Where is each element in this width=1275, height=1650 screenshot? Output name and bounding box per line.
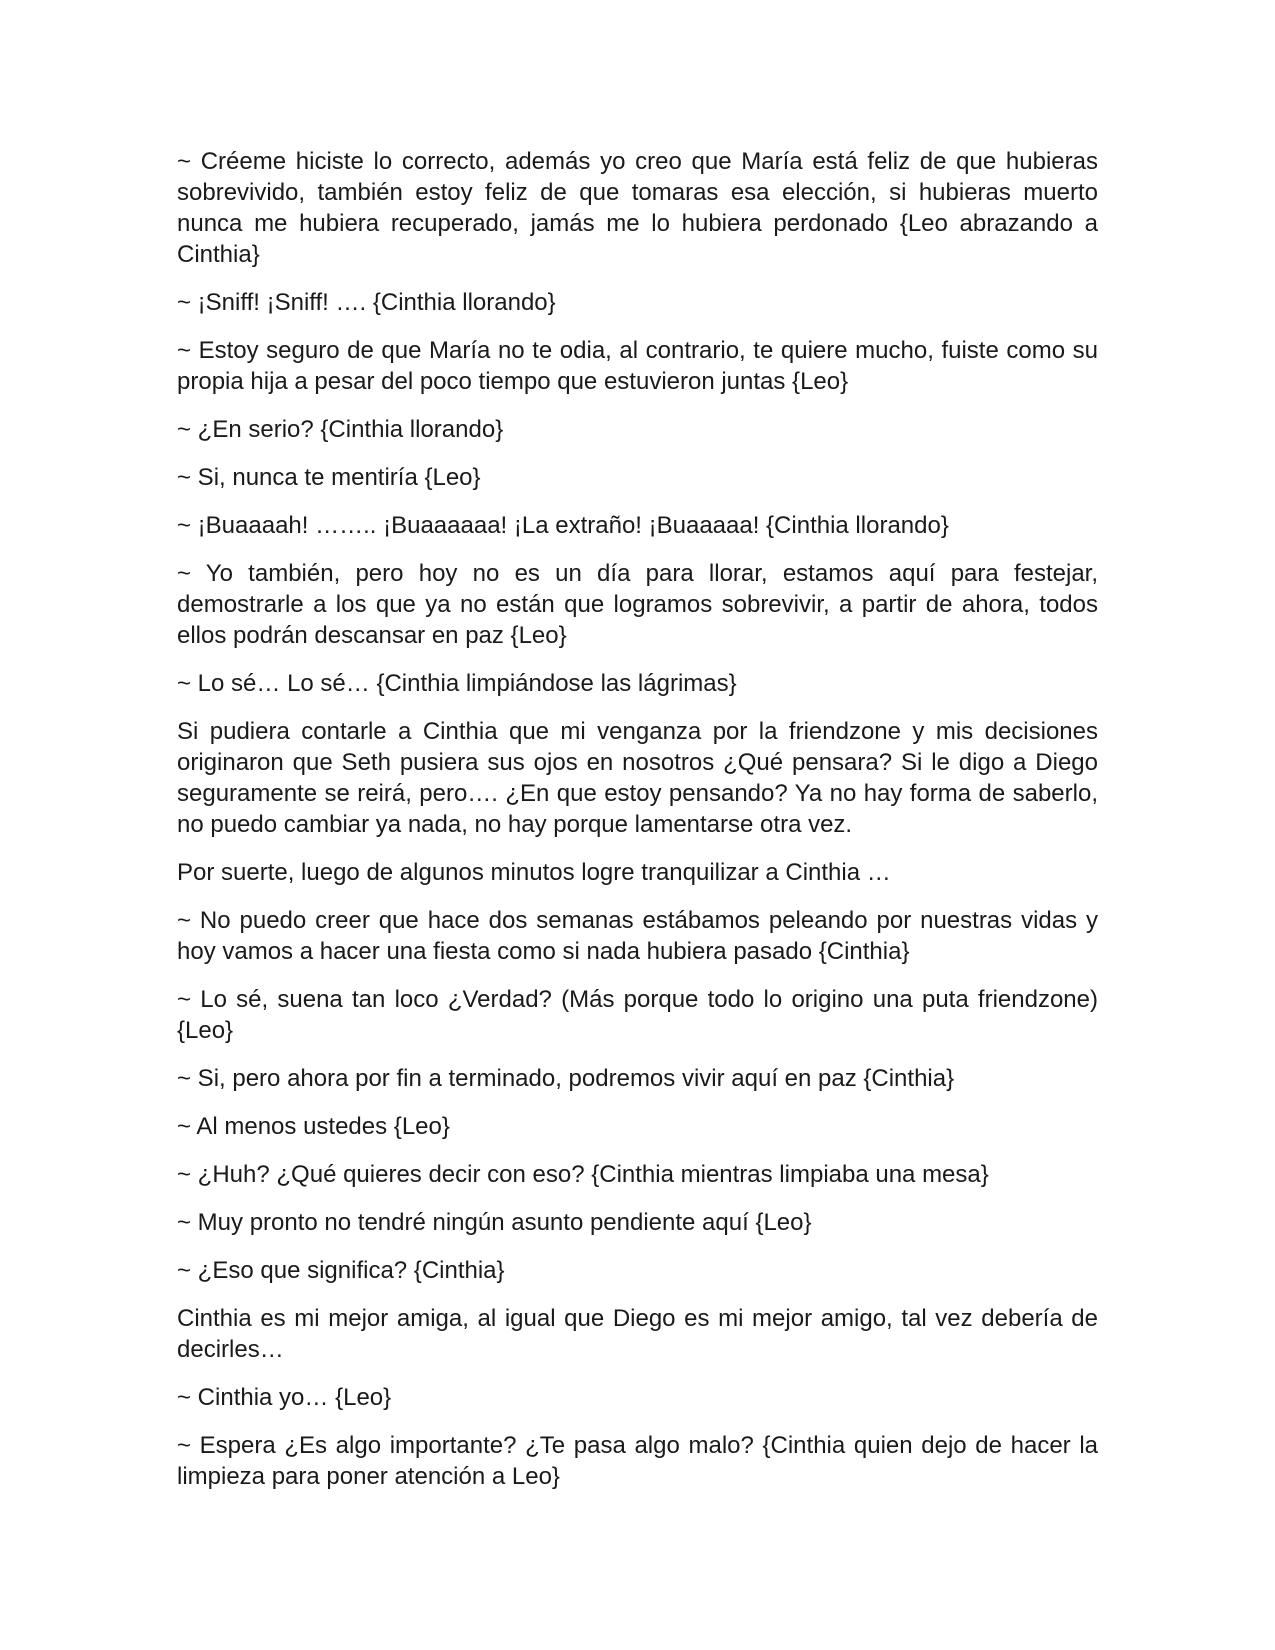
narration-paragraph: Por suerte, luego de algunos minutos logre tranquilizar a Cinthia … [177, 859, 891, 886]
dialogue-paragraph: ~ Lo sé… Lo sé… {Cinthia limpiándose las lágrimas} [177, 670, 737, 697]
dialogue-paragraph: ~ Si, nunca te mentiría {Leo} [177, 464, 481, 491]
dialogue-paragraph: ~ Lo sé, suena tan loco ¿Verdad? (Más porque todo lo origino una puta friendzone) {Leo} [177, 986, 1105, 1044]
dialogue-paragraph: ~ Muy pronto no tendré ningún asunto pendiente aquí {Leo} [177, 1209, 812, 1236]
dialogue-paragraph: ~ Cinthia yo… {Leo} [177, 1384, 392, 1411]
dialogue-paragraph: ~ Al menos ustedes {Leo} [177, 1113, 450, 1140]
dialogue-paragraph: ~ Yo también, pero hoy no es un día para llorar, estamos aquí para festejar, demostrarle a los que ya no están que logramos sobrevivir, a partir de ahora, todos ellos podrán descansar en paz {Leo} [177, 560, 1105, 649]
dialogue-paragraph: ~ Si, pero ahora por fin a terminado, podremos vivir aquí en paz {Cinthia} [177, 1065, 955, 1092]
narration-paragraph: Cinthia es mi mejor amiga, al igual que Diego es mi mejor amigo, tal vez debería de decirles… [177, 1305, 1105, 1363]
dialogue-paragraph: ~ Estoy seguro de que María no te odia, al contrario, te quiere mucho, fuiste como su propia hija a pesar del poco tiempo que estuvieron juntas {Leo} [177, 337, 1105, 395]
dialogue-paragraph: ~ ¿En serio? {Cinthia llorando} [177, 416, 504, 443]
dialogue-paragraph: ~ ¿Huh? ¿Qué quieres decir con eso? {Cinthia mientras limpiaba una mesa} [177, 1161, 989, 1188]
narration-paragraph: Si pudiera contarle a Cinthia que mi venganza por la friendzone y mis decisiones originaron que Seth pusiera sus ojos en nosotros ¿Qué pensara? Si le digo a Diego seguramente se reirá, pero…. ¿En que estoy pensando? Ya no hay forma de saberlo, no puedo cambiar ya nada, no hay porque lamentarse otra vez. [177, 718, 1105, 838]
dialogue-paragraph: ~ No puedo creer que hace dos semanas estábamos peleando por nuestras vidas y hoy vamos a hacer una fiesta como si nada hubiera pasado {Cinthia} [177, 907, 1105, 965]
dialogue-paragraph: ~ ¡Buaaaah! …….. ¡Buaaaaaa! ¡La extraño! ¡Buaaaaa! {Cinthia llorando} [177, 512, 949, 539]
dialogue-paragraph: ~ Espera ¿Es algo importante? ¿Te pasa algo malo? {Cinthia quien dejo de hacer la limpieza para poner atención a Leo} [177, 1432, 1105, 1490]
dialogue-paragraph: ~ ¿Eso que significa? {Cinthia} [177, 1257, 505, 1284]
dialogue-paragraph: ~ Créeme hiciste lo correcto, además yo creo que María está feliz de que hubieras sobrevivido, también estoy feliz de que tomaras esa elección, si hubieras muerto nunca me hubiera recuperado, jamás me lo hubiera perdonado {Leo abrazando a Cinthia} [177, 148, 1105, 268]
document-body [177, 146, 1105, 1509]
dialogue-paragraph: ~ ¡Sniff! ¡Sniff! …. {Cinthia llorando} [177, 289, 556, 316]
